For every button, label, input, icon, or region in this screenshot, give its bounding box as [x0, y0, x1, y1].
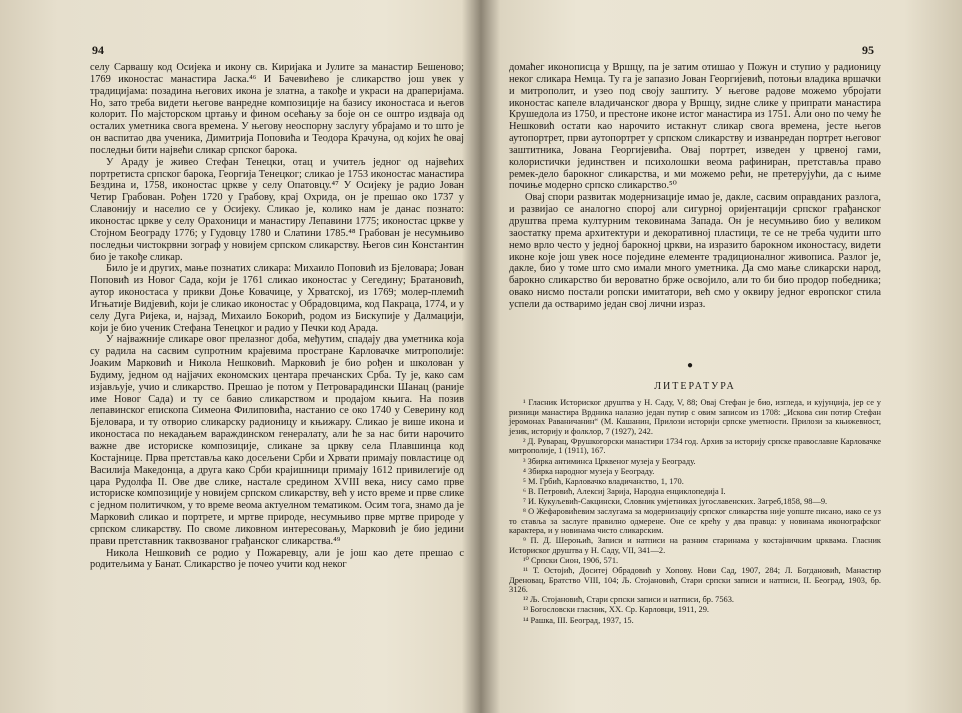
page-number: 95: [862, 43, 874, 57]
footnote: ¹² Љ. Стојановић, Стари српски записи и натписи, бр. 7563.: [523, 595, 735, 605]
paragraph: У најважније сликаре овог прелазног доба, међутим, спадају два уметника која су радила на сасвим супротним крајевима простране Карловачке митрополије: Јоаким Марковић и Никола Нешковић. Марковић је био рођен и школован у Будиму, једном од најјачих економских центара пречанских Срба. Ту је, како сам изјављује, учио и сликарство. Прешао је потом у Петроварадински Шанац (раније име Новог Сада) и ту се бавио сликарством и продајом књига. На позив лепавинског епископа Симеона Филиповића, настанио се око 1740 у Северину код Бјеловара, и ту отворио сликарску радионицу и књижару. Сликао је више икона и иконостаса по некадањем вараждинском генералату, али ће за нас бити нарочито важне две историске композиције, сликане за цркву села Плавшинца код Костајнице. Прва претставља како досељени Срби и Хрвати примају повластице од Василија Македонца, а друга како Срби крајишници примају 1612 привилегије од цара Рудолфа II. Ове две слике, настале средином XVIII века, нису само прве историске композиције у новијем српском сликарству, већ у исто време и прве слике с једном политичком, у то време веома актуелном тематиком. Осим тога, знамо да је Марковић сликао и портрете, и мртве природе, несумњиво прве мртве природе у српском сликарству. По своме ликовном интересовању, Марковић је био једини прави претставник таквозваног грађанског сликарства.⁴⁹: [90, 334, 464, 547]
footnote: ¹³ Богословски гласник, XX. Ср. Карловци, 1911, 29.: [523, 605, 710, 615]
page-number: 94: [92, 43, 104, 57]
footnote: ¹¹ Т. Остојић, Доситеј Обрадовић у Хопову. Нови Сад, 1907, 284; Л. Богдановић, Манастир Дреновац, Братство VIII, 104; Љ. Стојановић, Стари српски записи и натписи, II. Београд, 1903, бр. 3126.: [509, 566, 881, 595]
footnote: ⁶ В. Петровић, Алексиј Зарија, Народна енциклопедија I.: [523, 486, 726, 496]
footnote: ² Д. Руварац, Фрушкогорски манастири 1734 год. Архив за историју српске православне Карловачке митрополије, 1 (1911), 167.: [509, 436, 881, 456]
footnote: ⁸ О Жефаровићевим заслугама за модернизацију српског сликарства није уопште писано, иако се уз то ставља за заслуге правилно одмерене. Оне се крећу у два правца: у новинама иконографског карактера, и у новинама чисто сликарским.: [509, 507, 881, 536]
paragraph: домаћег иконописца у Вршцу, па је затим отишао у Пожун и ступио у радионицу неког сликара Немца. Ту га је запазио Јован Георгијевић, потоњи владика вршачки и митрополит, и узео под своју заштиту. У његове радове можемо убројати иконостас капеле владичанског двора у Вршцу, зидне слике у припрати манастира Крушедола из 1750, и престоне иконе истог манастира из 1751. Али оно по чему ће Нешковић остати као нарочито истакнут сликар свога времена, јесте његов аутопортрет, први аутопортрет у српском сликарству и изванредан портрет његовог заштитника, Јована Георгијевића. Овај портрет, изведен у црвеној гами, колористички јединствен и психолошки веома рафиниран, претставља право ремек-дело барокног сликарства, и ми можемо рећи, не претерујући, да с њиме почиње модерно српско сликарство.⁵⁰: [509, 62, 881, 192]
footnote: ³ Збирка антиминса Црквеног музеја у Београду.: [523, 456, 696, 466]
literature-heading: ЛИТЕРАТУРА: [654, 381, 736, 392]
paragraph: селу Сарвашу код Осијека и икону св. Киријака и Јулите за манастир Бешеново; 1769 иконостас манастира Јаска.⁴⁶ И Бачевићево је сликарство још увек у традицијама: позадина његових икона је златна, а такође и украси на драперијама. Но, зато треба видети његове ванредне композиције на базису иконостаса и његов колорит. По мајсторском цртању и фином осећању за боје он се оштро издваја од осталих уметника свога времена. У његову неоспорну заслугу убрајамо и то што је он васпитао два ученика, Димитрија Поповића и Теодора Крачуна, од којих ће овај последњи бити највећи сликар српског барока.: [90, 62, 464, 156]
paragraph: Овај спори развитак модернизације имао је, дакле, сасвим оправданих разлога, и развијао се аналогно спорој али сигурној оријентацији српског грађанског друштва према културним тековинама Запада. Он је несумњиво био у великом заостатку према архитектури и декоративној пластици, те се не треба чудити што немо врло често у једној барокној цркви, на изразито барокном иконостасу, видети иконе које још увек носе поједине елементе традиционалног живописа. Разлог је, дакле, био у томе што смо имали много уметника. Да смо мање сликарски народ, барокно сликарство би вероватно брже освојило, али то би био продор победника; овако нисмо постали ропски имитатори, већ смо у оквиру једног европског стила успели да остваримо један свој лични израз.: [509, 192, 881, 310]
footnote: ⁵ М. Грбић, Карловачко владичанство, 1, 170.: [523, 476, 684, 486]
right-body-text: [509, 62, 881, 311]
paragraph: Никола Нешковић се родио у Пожаревцу, али је још као дете прешао с родитељима у Банат. Сликарство је почео учити код неког: [90, 547, 464, 571]
footnote: ⁹ П. Д. Шероњић, Записи и натписи на разним старинама у костајничким црквама. Гласник Историског друштва у Н. Саду, VII, 341—2.: [509, 536, 881, 555]
paragraph: У Араду је живео Стефан Тенецки, отац и учитељ једног од највећих портретиста српског барока, Георгија Тенецког; сликао је 1753 иконостас манастира Бездина и, 1758, иконостас цркве у селу Опатовцу.⁴⁷ У Осијеку је радио Јован Четир Грабован. Рођен 1720 у Грабову, крај Охрида, он је прешао око 1737 у Славонију и населио се у Осијеку. Сликао је, колико нам је данас познато: иконостас цркве у селу Орахоници и манастиру Лепавини 1775; иконостас цркве у Стојном Београду 1776; у Гудовцу 1780 и Слатини 1785.⁴⁸ Грабован је несумњиво последњи чистокрвни зограф у новијем српском сликарству. Његов син Константин био је такође сликар.: [90, 156, 464, 263]
footnotes: [509, 398, 881, 626]
left-body-text: [90, 62, 464, 571]
right-page: [481, 0, 962, 713]
footnote: ⁴ Збирка народног музеја у Београду.: [523, 466, 655, 476]
section-separator-dot: ●: [687, 360, 694, 371]
footnote: ⁷ И. Кукуљевић-Сакцински, Словник умјетникаx југославенских. Загреб,1858, 98—9.: [523, 496, 828, 506]
footnote: ¹⁴ Рашка, III. Београд, 1937, 15.: [523, 615, 634, 625]
footnote: ¹⁰ Српски Сион, 1906, 571.: [523, 556, 619, 565]
paragraph: Било је и других, мање познатих сликара: Михаило Поповић из Бјеловара; Јован Поповић из Новог Сада, који је 1761 сликао иконостас у Сегедину; Братановић, аутор иконостаса у прикви Доње Ковачице, у Хрватској, из 1769; молер-племић Игњатије Видјевић, који је сликао иконостас у Обрадовцима, код Пакраца, 1774, и у селу Дуга Ријека, и, најзад, Михаило Бокорић, родом из Бискупије у Далмацији, који је био ученик Стефана Тенецког и радио у Печки код Арада.: [90, 263, 464, 334]
footnote: ¹ Гласник Историског друштва у Н. Саду, V, 88; Овај Стефан је био, изгледа, и кујунџија, јер се у ризници манастира Врдника налазио један путир с овим записом из 1708: „Искова син потир Стефан јеромонах Раваничанин“ (М. Кашанин, Прилози историји српске уметности. Прилози за књижевност, језик, историју и фолклор, 7 (1927), 242.: [509, 398, 881, 436]
